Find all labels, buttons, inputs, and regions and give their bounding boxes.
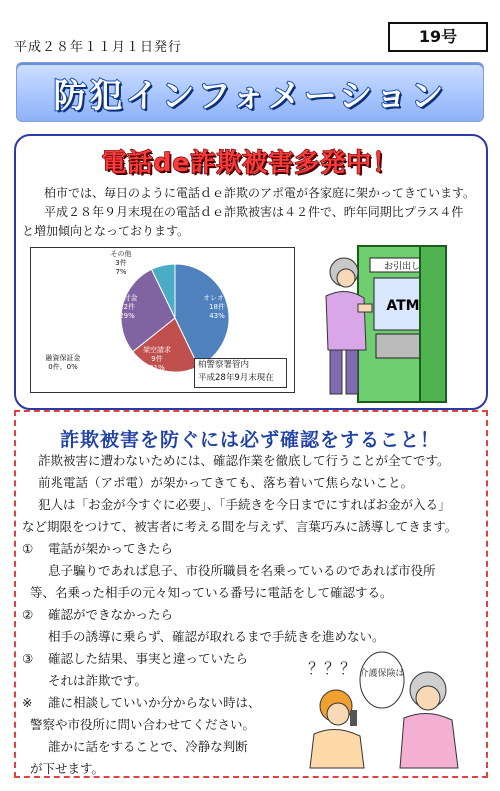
chart-note-line1: 柏警察署管内 [198, 360, 250, 370]
item3-detail: それは詐欺です。 [48, 673, 148, 688]
item2-heading: 確認ができなかったら [48, 607, 174, 622]
atm-sign: ATM [386, 298, 420, 314]
note-line4: が下せます。 [30, 761, 105, 776]
pie-label-3-1: 12件 [119, 303, 135, 311]
title-banner [16, 62, 484, 122]
pie-label-2-1: 0件、0% [48, 363, 78, 371]
item-number-1: ① [22, 541, 34, 556]
pie-label-2-0: 融資保証金 [45, 354, 81, 362]
note-line2: 警察や市役所に問い合わせてください。 [30, 717, 256, 732]
question-marks: ？？？ [308, 659, 357, 678]
pie-label-4-2: 7% [115, 268, 127, 276]
chart-note [194, 358, 287, 388]
item1-heading: 電話が架かってきたら [48, 541, 174, 556]
issue-number: 19号 [388, 22, 488, 52]
pie-label-0-1: 18件 [209, 303, 225, 311]
item1-detail1: 息子騙りであれば息子、市役所職員を名乗っているのであれば市役所 [48, 563, 436, 578]
pie-label-4-1: 3件 [115, 259, 127, 267]
item-number-2: ② [22, 607, 34, 622]
note-line3: 誰かに話をすることで、冷静な判断 [48, 739, 248, 754]
section1-para2a: 平成２８年９月末現在の電話ｄｅ詐欺被害は４２件で、昨年同期比プラス４件 [44, 205, 464, 219]
note-line1: 誰に相談していいか分からない時は、 [48, 695, 261, 710]
section2-line3: 犯人は「お金が今すぐに必要」、「手続きを今日までにすればお金が入る」 [38, 497, 451, 512]
section1-para1: 柏市では、毎日のように電話ｄｅ詐欺のアポ電が各家庭に架かってきています。 [44, 186, 476, 200]
pie-label-3-0: 還付金 [116, 294, 138, 302]
section1-para2b: と増加傾向となっております。 [22, 224, 190, 238]
section2-line2: 前兆電話（アポ電）が架かってきても、落ち着いて焦らないこと。 [38, 475, 414, 490]
section1-title: 電話de詐欺被害多発中！ [101, 148, 399, 177]
item1-detail2: 等、名乗った相手の元々知っている番号に電話をして確認する。 [30, 585, 393, 600]
section2-title: 詐欺被害を防ぐには必ず確認をすること！ [59, 429, 440, 451]
atm-header-text: お引出し [383, 262, 421, 272]
pie-label-1-0: 架空請求 [143, 346, 171, 354]
publication-date: 平成２８年１１月１日発行 [14, 40, 183, 55]
speech-bubble-text: 介護保険は [359, 669, 405, 679]
pie-label-3-2: 29% [119, 312, 135, 320]
pie-label-0-2: 43% [209, 312, 225, 320]
pie-label-1-1: 9件 [151, 355, 163, 363]
note-mark: ※ [22, 695, 33, 710]
pie-label-0-0: オレオレ [203, 294, 231, 302]
item-number-3: ③ [22, 651, 34, 666]
section2-line4: など期限をつけて、被害者に考える間を与えず、言葉巧みに誘導してきます。 [22, 519, 458, 534]
pie-label-1-2: 21% [149, 364, 165, 372]
chart-note-line2: 平成28年9月末現在 [198, 373, 274, 383]
banner-title: 防犯インフォメーション [53, 76, 447, 115]
item3-heading: 確認した結果、事実と違っていたら [48, 651, 249, 666]
phone-call-illustration [292, 640, 482, 772]
atm-illustration [318, 238, 448, 406]
pie-label-4-0: その他 [110, 250, 132, 258]
section2-line1: 詐欺被害に遭わないためには、確認作業を徹底して行うことが全てです。 [38, 453, 450, 468]
item2-detail: 相手の誘導に乗らず、確認が取れるまで手続きを進めない。 [48, 629, 385, 644]
